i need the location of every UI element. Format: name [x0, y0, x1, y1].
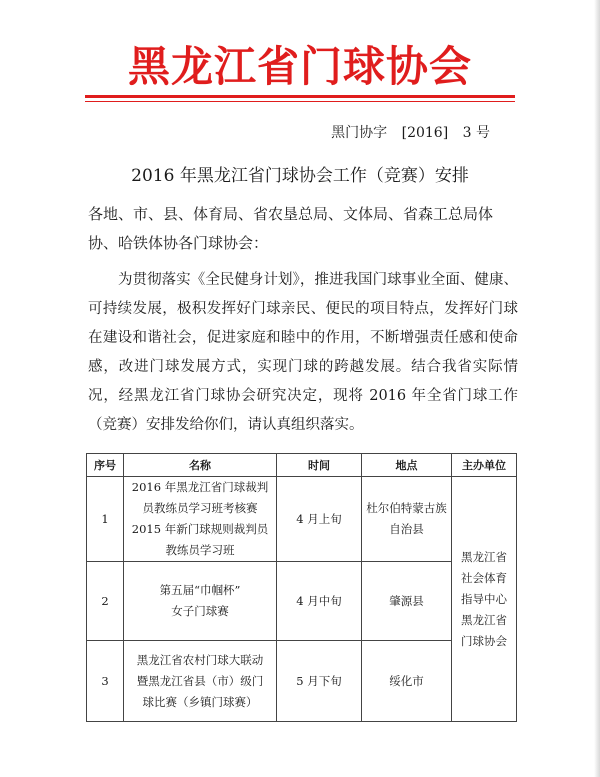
header-time: 时间	[277, 454, 362, 477]
row-no: 1	[87, 477, 124, 562]
page-edge-shadow	[594, 0, 600, 777]
organizer-line: 指导中心	[461, 591, 507, 606]
row-place	[362, 562, 452, 641]
header-name: 名称	[124, 454, 277, 477]
document-title: 2016 年黑龙江省门球协会工作（竞赛）安排	[131, 166, 469, 186]
row-place	[362, 641, 452, 722]
header-place: 地点	[362, 454, 452, 477]
addressee: 各地、市、县、体育局、省农垦总局、文体局、省森工总局体协、哈铁体协各门球协会：	[88, 205, 494, 252]
schedule-table	[86, 453, 517, 722]
row-no: 3	[87, 641, 124, 722]
name-line: 2015 年新门球规则裁判员	[131, 522, 269, 536]
organizer-line: 社会体育	[461, 570, 507, 585]
doc-number-year: [2016]	[401, 125, 449, 141]
organizer-cell	[452, 477, 517, 722]
table-row	[87, 477, 517, 562]
header-organizer: 主办单位	[452, 454, 517, 477]
row-no: 2	[87, 562, 124, 641]
table-header-row	[87, 454, 517, 477]
place-line: 肇源县	[389, 593, 424, 608]
header-no: 序号	[87, 454, 124, 477]
organizer-line: 黑龙江省	[461, 612, 507, 627]
name-line: 暨黑龙江省县（市）级门	[136, 673, 264, 688]
row-name	[124, 641, 277, 722]
organizer-line: 门球协会	[461, 633, 507, 648]
name-line: 女子门球赛	[171, 604, 229, 618]
doc-number-prefix: 黑门协字	[331, 125, 388, 141]
row-name	[124, 477, 277, 562]
organizer-line: 黑龙江省	[461, 549, 507, 564]
place-line: 自治县	[389, 522, 424, 536]
row-name	[124, 562, 277, 641]
masthead-org-name: 黑龙江省门球协会	[127, 42, 472, 91]
name-line: 教练员学习班	[165, 543, 235, 557]
body-paragraph: 为贯彻落实《全民健身计划》，推进我国门球事业全面、健康、可持续发展，极积发挥好门球亲民、便民的项目特点，发挥好门球在建设和谐社会，促进家庭和睦中的作用，不断增强责任感和使命感，改进门球发展方式，实现门球的跨越发展。结合我省实际情况，经黑龙江省门球协会研究决定，现将 2016 年全省门球工作（竞赛）安排发给你们，请认真组织落实。	[88, 272, 518, 433]
name-line: 员教练员学习班考核赛	[142, 501, 258, 515]
doc-number-seq: 3 号	[462, 125, 490, 141]
row-place	[362, 477, 452, 562]
place-line: 杜尔伯特蒙古族	[366, 501, 447, 515]
row-time: 5 月下旬	[277, 641, 362, 722]
name-line: 第五届“巾帼杯”	[159, 583, 241, 597]
name-line: 球比赛（乡镇门球赛）	[142, 694, 258, 709]
masthead-rule-thick	[85, 95, 515, 98]
document-number	[321, 122, 490, 142]
masthead-rule-thin	[85, 101, 515, 102]
row-time: 4 月上旬	[277, 477, 362, 562]
place-line: 绥化市	[389, 673, 424, 688]
row-time: 4 月中旬	[277, 562, 362, 641]
name-line: 2016 年黑龙江省门球裁判	[131, 480, 269, 494]
name-line: 黑龙江省农村门球大联动	[136, 652, 264, 667]
